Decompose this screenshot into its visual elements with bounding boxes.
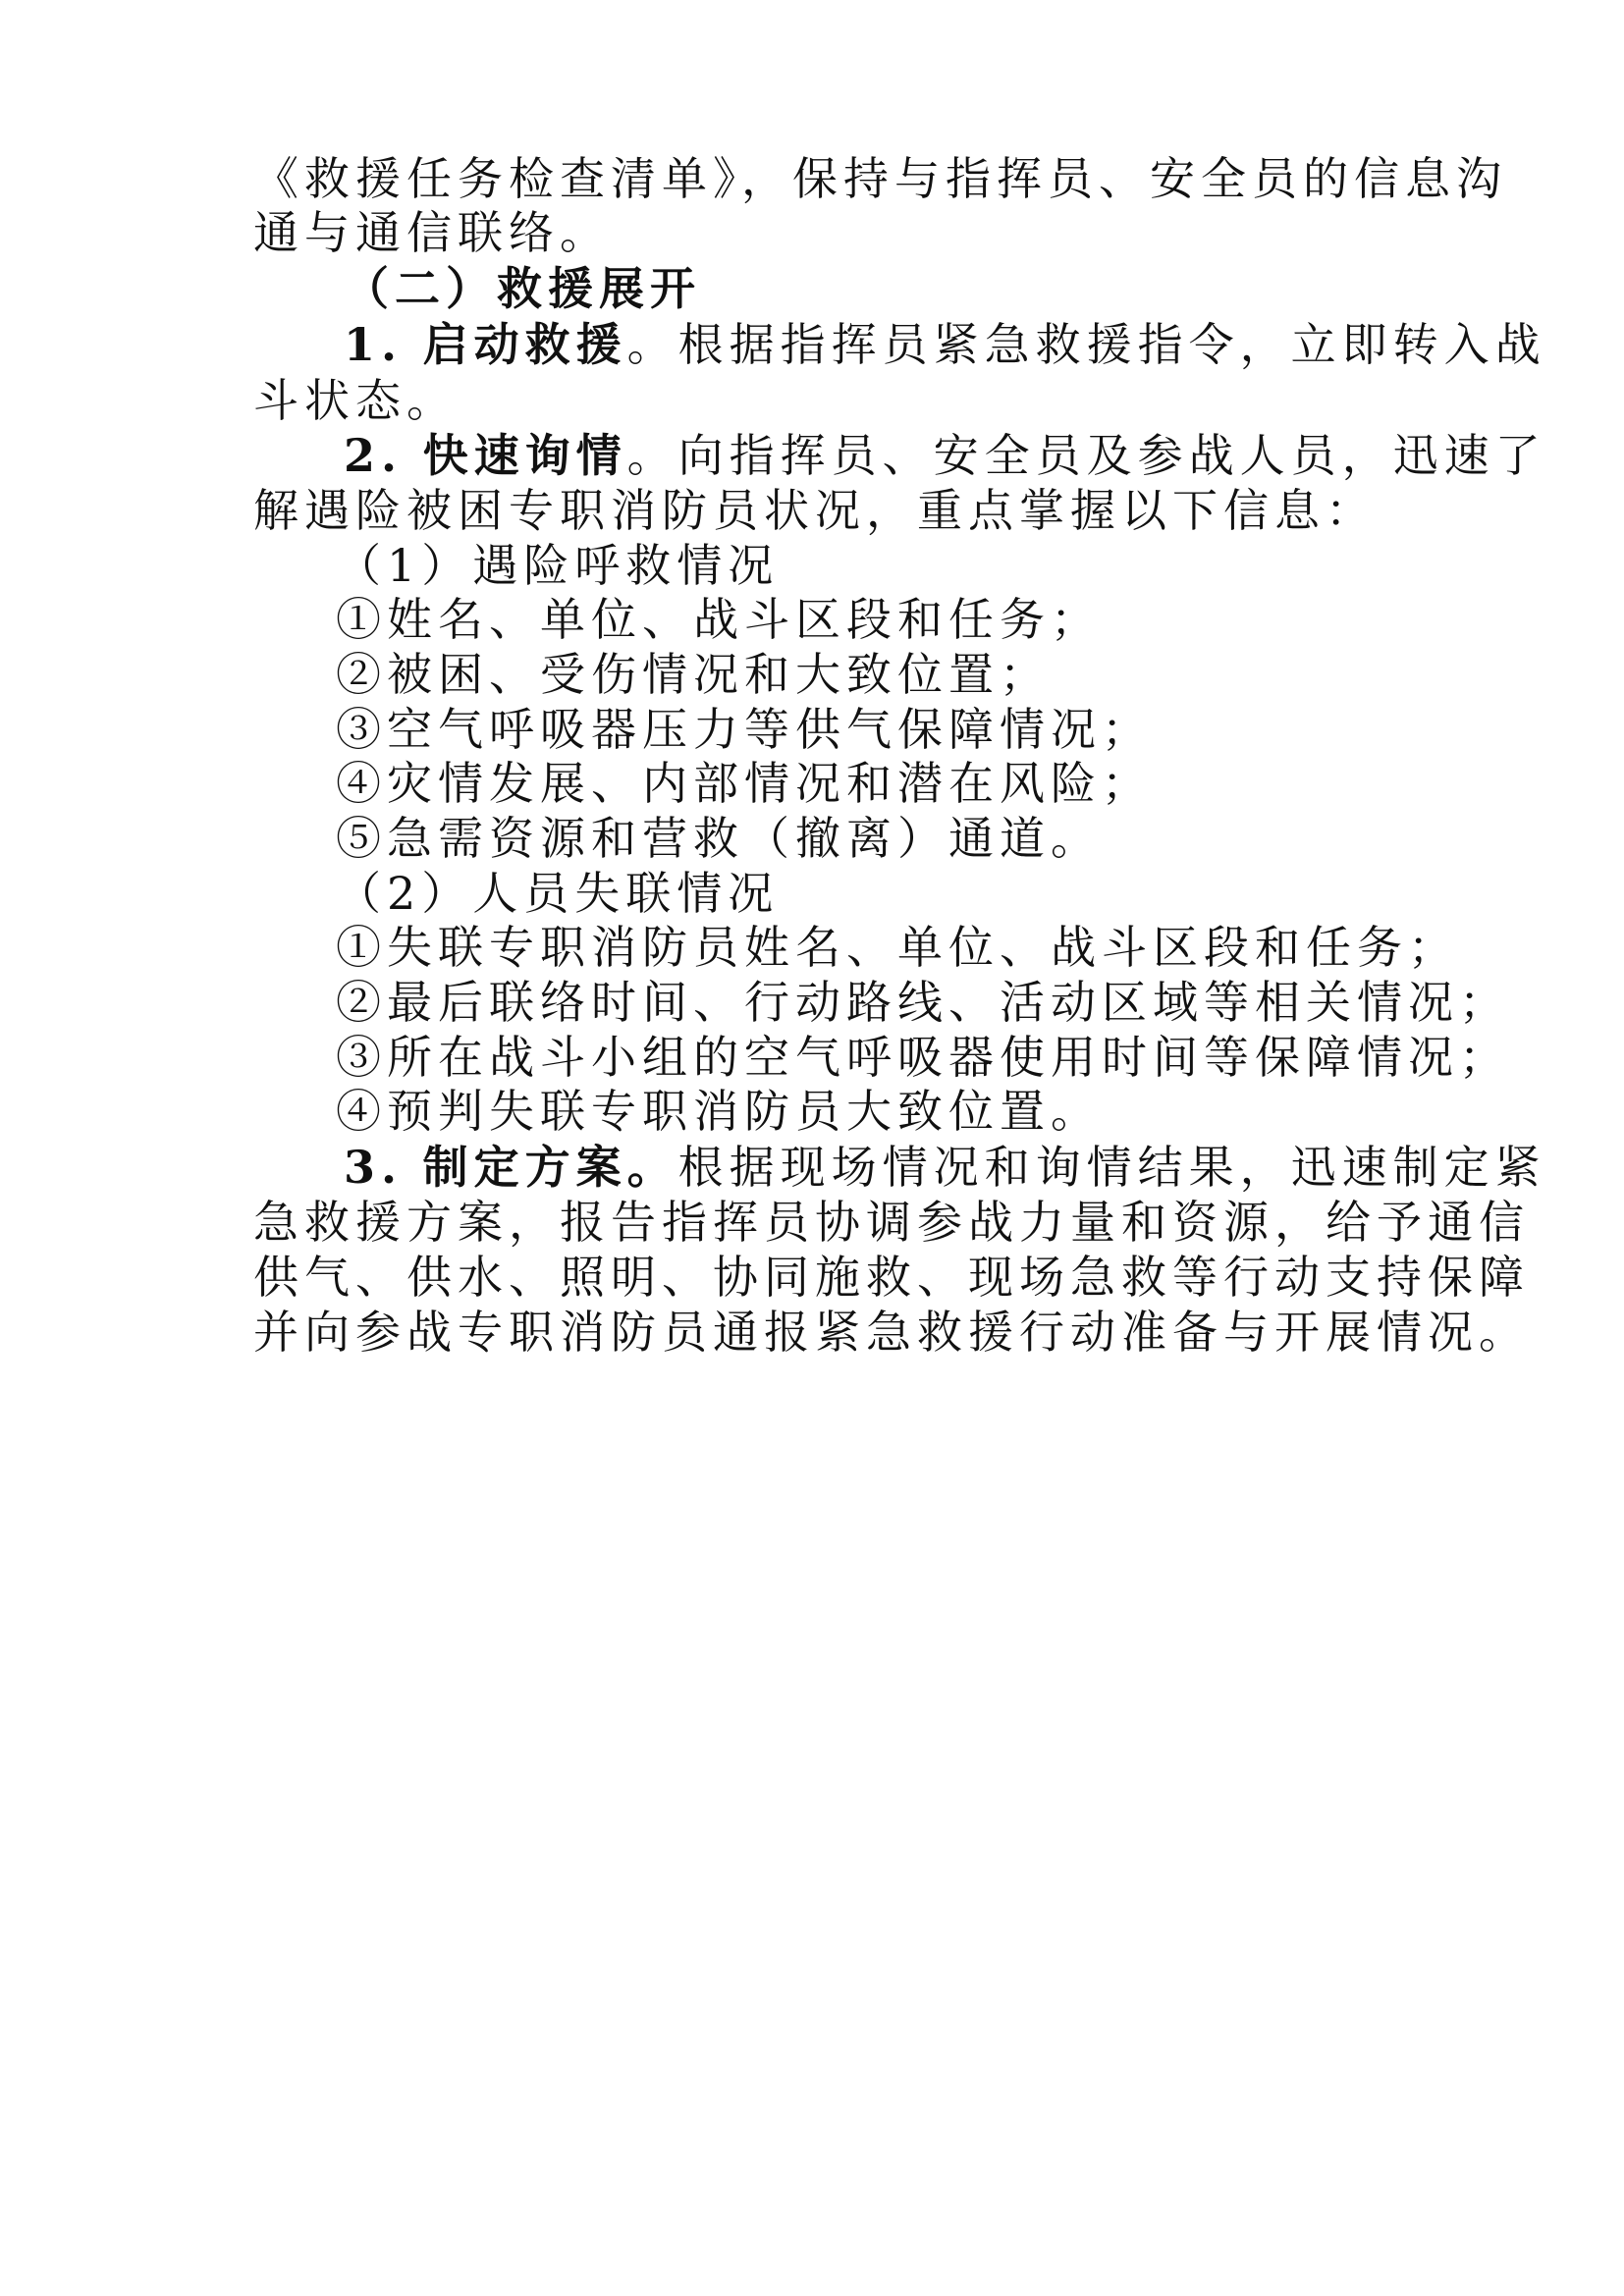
subsection-label: （2）人员失联情况 <box>336 867 780 920</box>
section-heading: （二）救援展开 <box>344 262 701 315</box>
paragraph-line: 供气、供水、照明、协同施救、现场急救等行动支持保障 <box>253 1251 1530 1304</box>
paragraph-line: 《救援任务检查清单》，保持与指挥员、安全员的信息沟 <box>253 152 1507 205</box>
subsection-label: （1）遇险呼救情况 <box>336 539 780 592</box>
list-item: ②被困、受伤情况和大致位置； <box>336 648 1051 701</box>
paragraph-line: 并向参战专职消防员通报紧急救援行动准备与开展情况。 <box>253 1306 1530 1359</box>
paragraph-line: 急救援方案，报告指挥员协调参战力量和资源，给予通信 <box>253 1196 1530 1249</box>
item-1-line <box>344 315 1546 374</box>
item-2-text: 。向指挥员、安全员及参战人员，迅速了 <box>626 429 1546 482</box>
list-item: ③所在战斗小组的空气呼吸器使用时间等保障情况； <box>336 1031 1510 1084</box>
item-2-line <box>344 426 1546 485</box>
item-1-title: 启动救援 <box>422 318 627 371</box>
list-item: ⑤急需资源和营救（撤离）通道。 <box>336 812 1102 865</box>
item-3-text: 根据现场情况和询情结果，迅速制定紧 <box>677 1141 1546 1194</box>
list-item: ③空气呼吸器压力等供气保障情况； <box>336 703 1153 756</box>
item-3-number: 3. <box>344 1141 404 1194</box>
list-item: ④灾情发展、内部情况和潜在风险； <box>336 757 1153 810</box>
paragraph-line: 斗状态。 <box>253 374 458 427</box>
paragraph-line: 通与通信联络。 <box>253 206 611 259</box>
item-2-title: 快速询情 <box>422 429 627 482</box>
paragraph-line: 解遇险被困专职消防员状况，重点掌握以下信息： <box>253 484 1377 537</box>
list-item: ④预判失联专职消防员大致位置。 <box>336 1085 1102 1138</box>
list-item: ①失联专职消防员姓名、单位、战斗区段和任务； <box>336 921 1459 974</box>
item-2-number: 2. <box>344 429 404 482</box>
item-3-title: 制定方案。 <box>422 1141 678 1194</box>
item-1-number: 1. <box>344 318 404 371</box>
list-item: ①姓名、单位、战斗区段和任务； <box>336 593 1102 646</box>
item-1-text: 。根据指挥员紧急救援指令，立即转入战 <box>626 318 1546 371</box>
item-3-line <box>344 1138 1546 1197</box>
list-item: ②最后联络时间、行动路线、活动区域等相关情况； <box>336 976 1510 1029</box>
